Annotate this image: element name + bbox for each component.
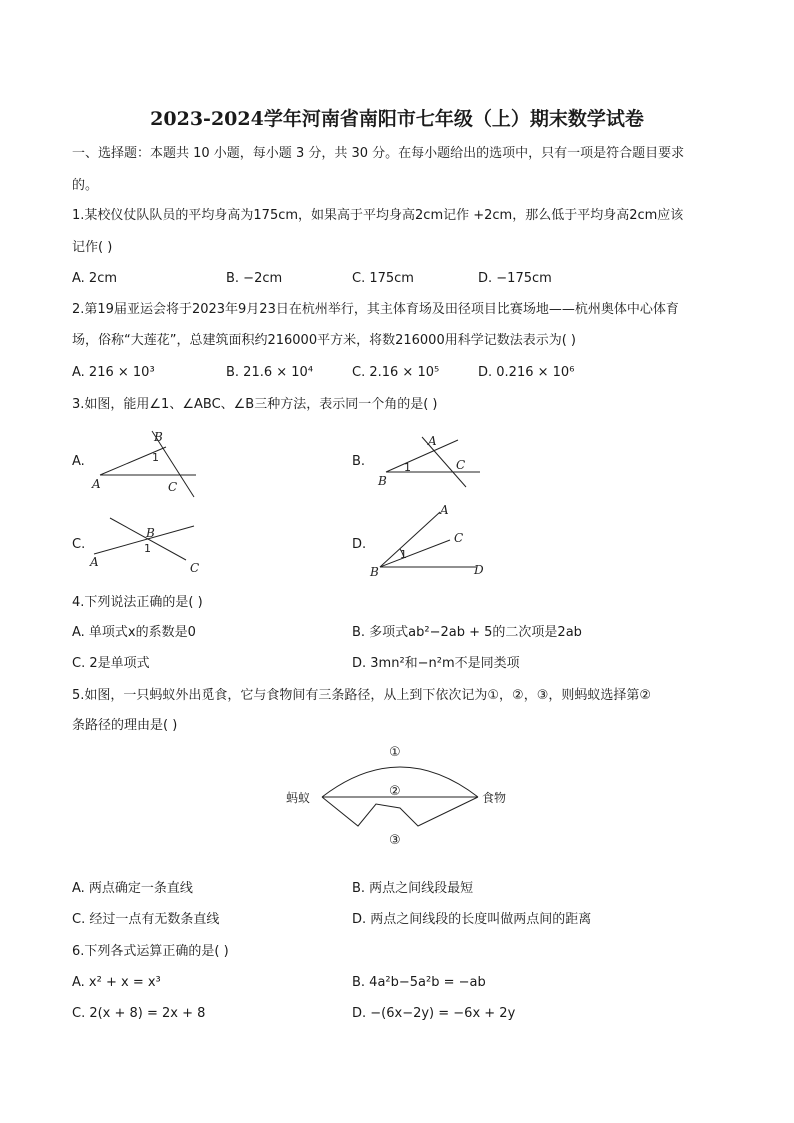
q6-option-d: D. −(6x−2y) = −6x + 2y (352, 1006, 516, 1021)
q1-option-b: B. −2cm (226, 271, 283, 286)
fig-c-label-a: A (90, 555, 99, 569)
fig-d-label-b: B (370, 565, 379, 579)
q2-option-d: D. 0.216 × 10⁶ (478, 365, 575, 380)
q6-option-a: A. x² + x = x³ (72, 975, 161, 990)
fig-c-label-1: 1 (144, 542, 151, 555)
fig-c-label-c: C (190, 561, 200, 575)
q1-option-a: A. 2cm (72, 271, 118, 286)
q3-figure-b (370, 425, 490, 499)
fig-b-label-c: C (456, 458, 466, 472)
question-2-text-line1: 2.第19届亚运会将于2023年9月23日在杭州举行，其主体育场及田径项目比赛场地——杭州奥体中心体育 (72, 302, 679, 317)
question-5-text-line1: 5.如图，一只蚂蚁外出觅食，它与食物间有三条路径，从上到下依次记为①，②，③，则蚂蚁选择第② (72, 688, 652, 703)
q5-option-b: B. 两点之间线段最短 (352, 881, 474, 896)
q3-figure-a (88, 425, 208, 509)
exam-title: 2023-2024学年河南省南阳市七年级（上）期末数学试卷 (150, 108, 644, 130)
q5-option-c: C. 经过一点有无数条直线 (72, 912, 220, 927)
q5-option-a: A. 两点确定一条直线 (72, 881, 193, 896)
ant-label: 蚂蚁 (286, 791, 311, 805)
fig-d-label-a: A (440, 503, 449, 517)
fig-b-label-b: B (378, 474, 387, 488)
question-1-text-line2: 记作( ) (72, 240, 113, 255)
q2-option-b: B. 21.6 × 10⁴ (226, 365, 314, 380)
q2-option-c: C. 2.16 × 10⁵ (352, 365, 440, 380)
section-1-instructions-line1: 一、选择题：本题共 10 小题，每小题 3 分，共 30 分。在每小题给出的选项中，只有一项是符合题目要求 (72, 146, 685, 161)
food-label: 食物 (482, 791, 507, 805)
fig-a-label-a: A (92, 477, 101, 491)
path-1-label: ① (389, 745, 401, 760)
q3-option-c-label: C. (72, 537, 86, 552)
q4-option-d: D. 3mn²和−n²m不是同类项 (352, 656, 520, 671)
q3-figure-c (86, 510, 206, 584)
q4-option-a: A. 单项式x的系数是0 (72, 625, 196, 640)
section-1-instructions-line2: 的。 (72, 178, 99, 193)
question-3-text: 3.如图，能用∠1、∠ABC、∠B三种方法，表示同一个角的是( ) (72, 397, 438, 412)
fig-d-label-d: D (474, 563, 484, 577)
q5-path-figure (280, 740, 520, 854)
q3-option-a-label: A. (72, 454, 85, 469)
fig-b-label-a: A (428, 434, 437, 448)
question-2-text-line2: 场，俗称“大莲花”，总建筑面积约216000平方米，将数216000用科学记数法表示为( ) (72, 333, 576, 348)
q4-option-c: C. 2是单项式 (72, 656, 150, 671)
path-3-label: ③ (389, 833, 401, 848)
path-2-label: ② (389, 784, 401, 799)
q6-option-c: C. 2(x + 8) = 2x + 8 (72, 1006, 206, 1021)
fig-a-label-b: B (154, 430, 163, 444)
q4-option-b: B. 多项式ab²−2ab + 5的二次项是2ab (352, 625, 582, 640)
q5-option-d: D. 两点之间线段的长度叫做两点间的距离 (352, 912, 592, 927)
q1-option-d: D. −175cm (478, 271, 552, 286)
q3-figure-d (366, 500, 496, 588)
q2-option-a: A. 216 × 10³ (72, 365, 155, 380)
question-1-text-line1: 1.某校仪仗队队员的平均身高为175cm，如果高于平均身高2cm记作 +2cm，那么低于平均身高2cm应该 (72, 208, 684, 223)
question-6-text: 6.下列各式运算正确的是( ) (72, 944, 229, 959)
q3-option-d-label: D. (352, 537, 367, 552)
q6-option-b: B. 4a²b−5a²b = −ab (352, 975, 486, 990)
fig-a-label-1: 1 (152, 451, 159, 464)
question-5-text-line2: 条路径的理由是( ) (72, 718, 178, 733)
fig-a-label-c: C (168, 480, 178, 494)
question-4-text: 4.下列说法正确的是( ) (72, 595, 203, 610)
q1-option-c: C. 175cm (352, 271, 414, 286)
fig-c-label-b: B (146, 526, 155, 540)
fig-d-label-1: 1 (400, 548, 407, 561)
q3-option-b-label: B. (352, 454, 366, 469)
fig-b-label-1: 1 (404, 461, 411, 474)
fig-d-label-c: C (454, 531, 464, 545)
